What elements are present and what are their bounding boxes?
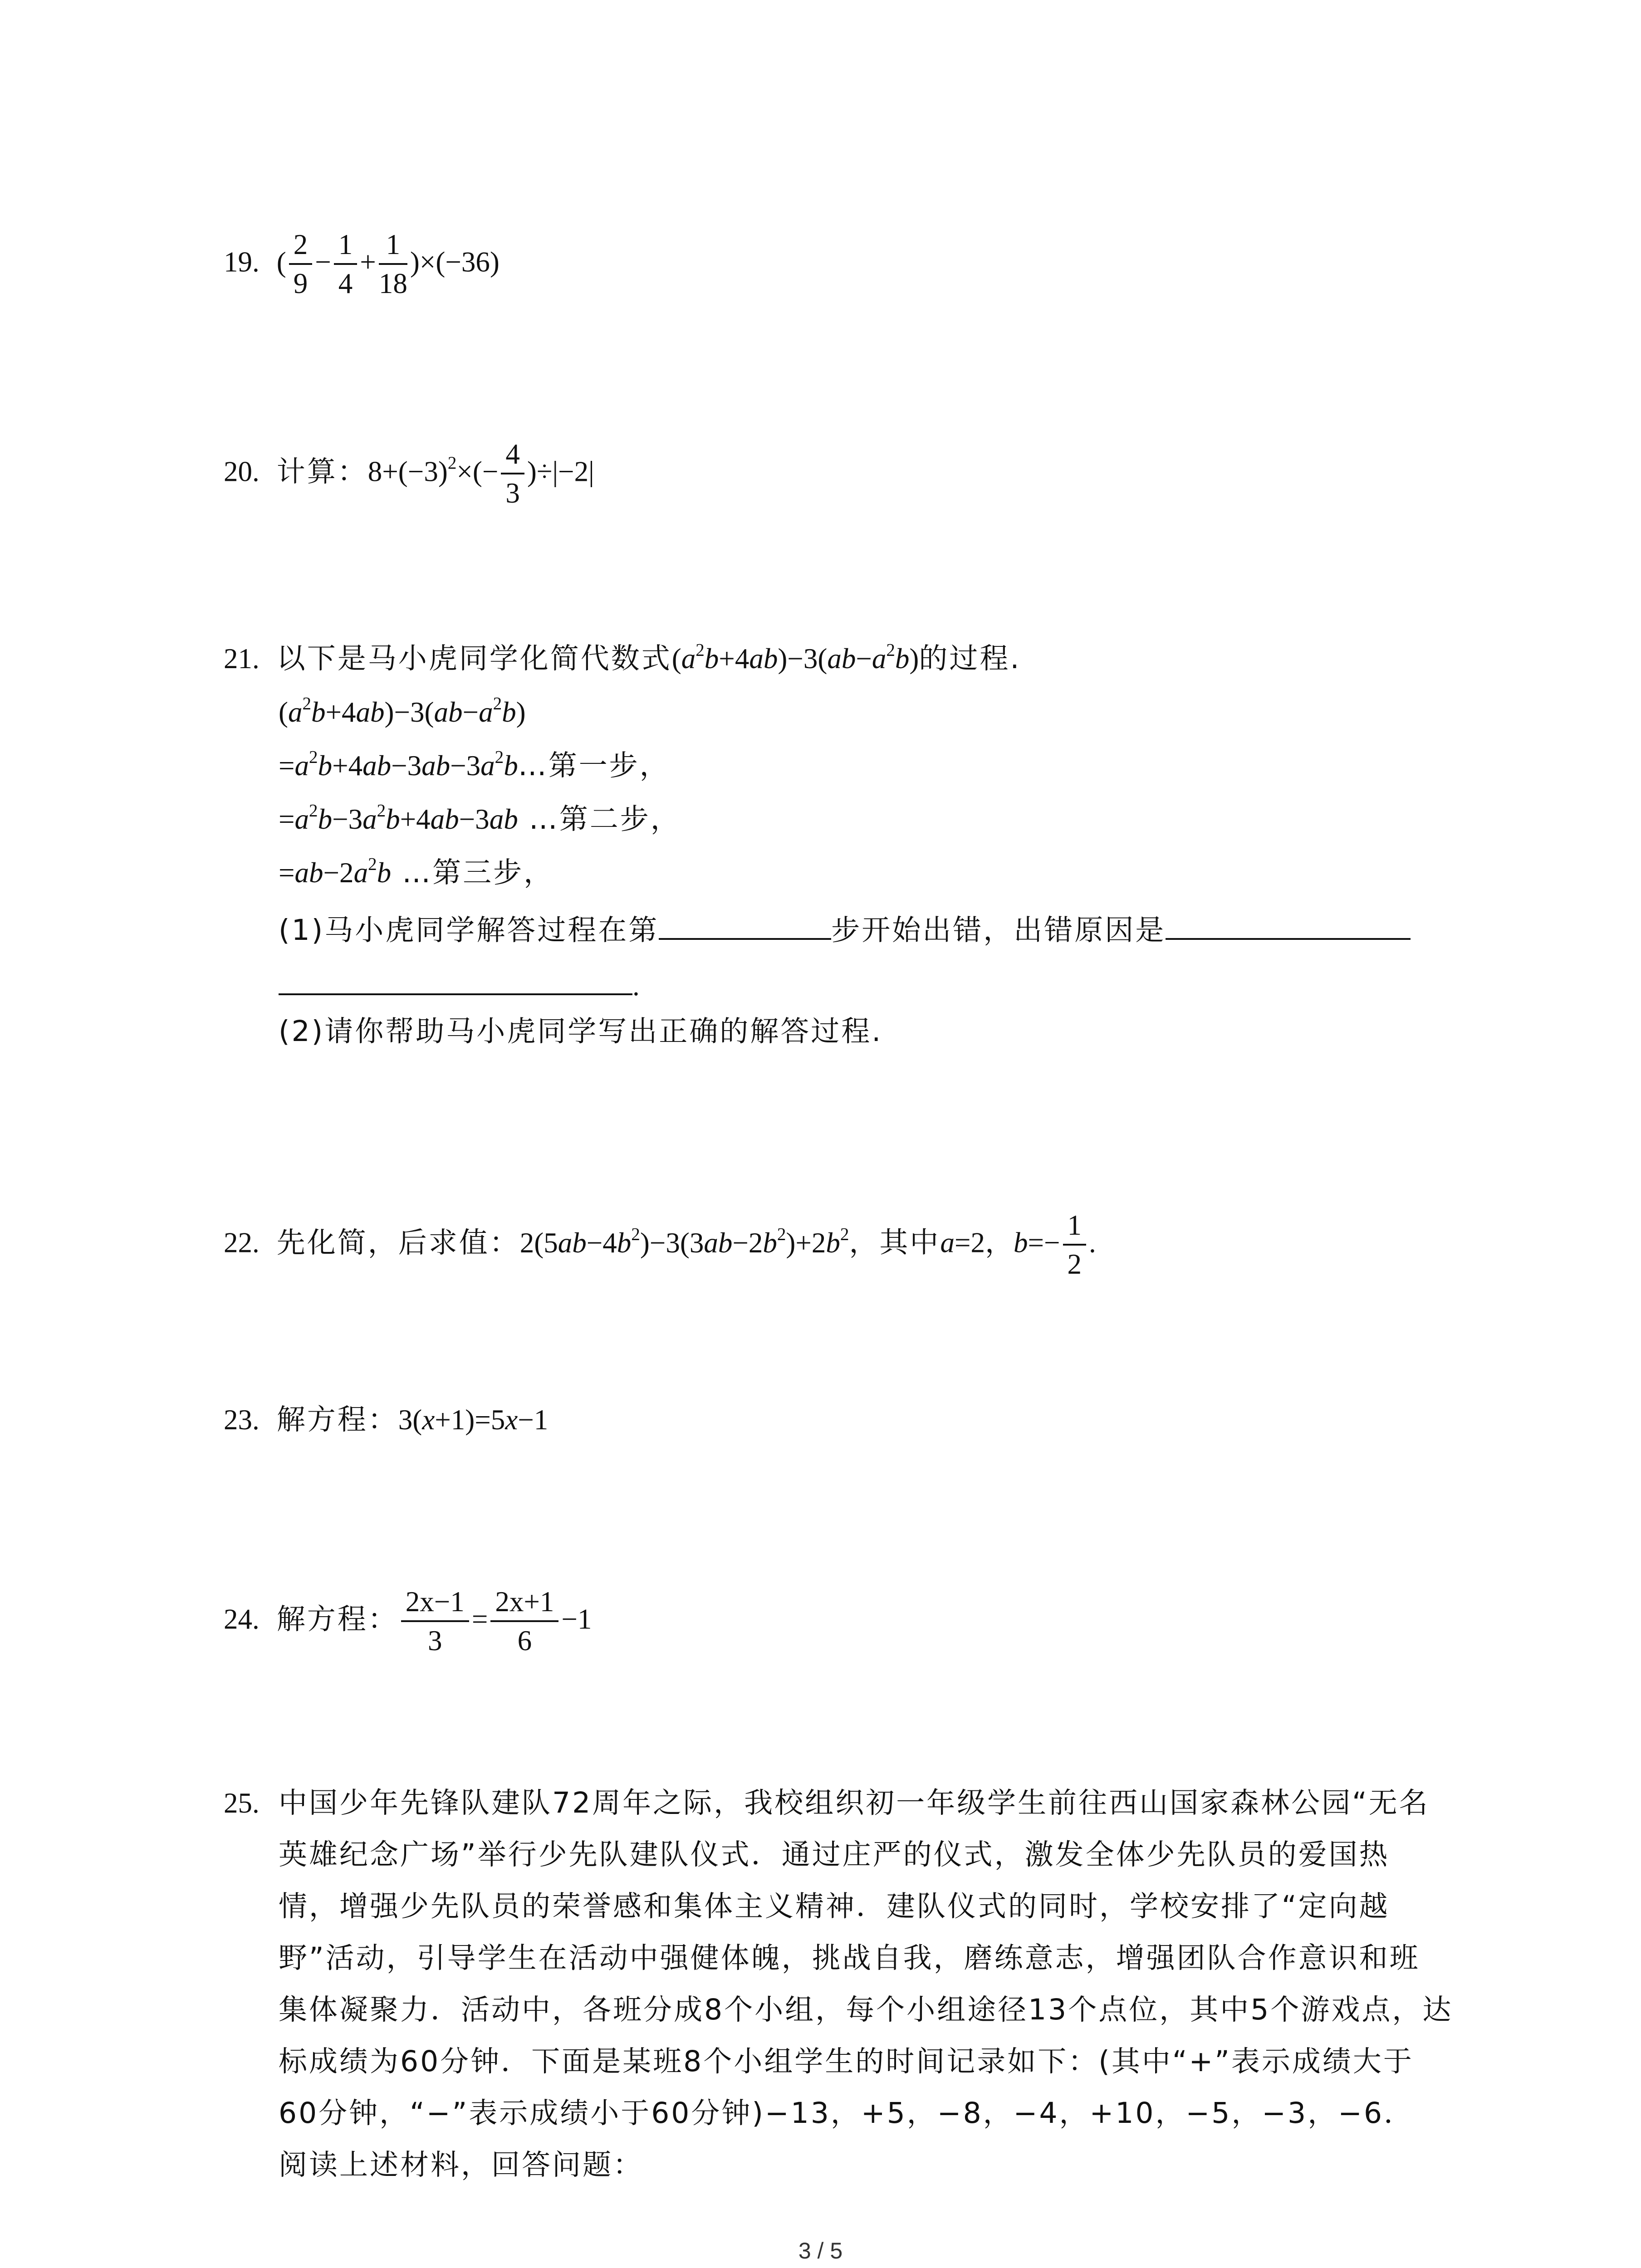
equation: 3(x+1)=5x−1 — [398, 1404, 549, 1436]
fraction: $\frac{1}{2}$ — [1063, 1207, 1087, 1283]
question-24: 24. 解方程： $\frac{2x-1}{3}$ = $\frac{2x+1}{6}$ −1 — [224, 1583, 592, 1659]
expression: $2(5ab-4b^2)-3(3ab-2b^2)+2b^2$ — [519, 1224, 849, 1259]
fraction: $\frac{2x-1}{3}$ — [401, 1583, 469, 1659]
answer-blank[interactable] — [279, 966, 632, 995]
question-number: 20. — [224, 455, 260, 488]
fraction: $\frac{1}{4}$ — [334, 226, 358, 302]
answer-blank[interactable] — [659, 911, 831, 940]
q25-paragraph-line: 情，增强少先队员的荣誉感和集体主义精神．建队仪式的同时，学校安排了“定向越 — [279, 1890, 1390, 1923]
q25-paragraph-line: 中国少年先锋队建队72周年之际，我校组织初一年级学生前往西山国家森林公园“无名 — [279, 1786, 1430, 1819]
expression: $(a^2b+4ab)-3(ab-a^2b)$ — [671, 640, 919, 675]
q25-paragraph-line: 60分钟，“−”表示成绩小于60分钟)−13，+5，−8，−4，+10，−5，−3，−6． — [279, 2097, 1415, 2130]
question-20: 20. 计算：$8+(-3)^2\times(-$ $\frac{4}{3}$ )÷|−2| — [224, 435, 594, 512]
q25-paragraph-line: 英雄纪念广场”举行少先队建队仪式．通过庄严的仪式，激发全体少先队员的爱国热 — [279, 1838, 1390, 1871]
question-25 — [224, 1785, 260, 1821]
question-number: 24. — [224, 1603, 260, 1635]
question-number: 22. — [224, 1227, 260, 1259]
answer-blank[interactable] — [1166, 911, 1411, 940]
q21-step-2: $=a^2b-3a^2b+4ab-3ab$ …第二步， — [279, 801, 681, 836]
q25-paragraph-line: 野”活动，引导学生在活动中强健体魄，挑战自我，磨练意志，增强团队合作意识和班 — [279, 1941, 1420, 1975]
fraction: $\frac{2x+1}{6}$ — [490, 1583, 558, 1659]
question-number: 25. — [224, 1787, 260, 1819]
q21-expression: $(a^2b+4ab)-3(ab-a^2b)$ — [279, 694, 526, 728]
q25-paragraph-line: 标成绩为60分钟．下面是某班8个小组学生的时间记录如下：(其中“+”表示成绩大于 — [279, 2045, 1414, 2078]
q21-part-1-continued: . — [279, 966, 640, 1004]
fraction: $\frac{4}{3}$ — [501, 435, 524, 512]
question-21: 21. 以下是马小虎同学化简代数式$(a^2b+4ab)-3(ab-a^2b)$的过程. — [224, 640, 1021, 675]
q21-step-3: $=ab-2a^2b$ …第三步， — [279, 854, 554, 889]
question-number: 21. — [224, 643, 260, 675]
question-23: 23. 解方程：3(x+1)=5x−1 — [224, 1403, 549, 1436]
q21-part-2: (2)请你帮助马小虎同学写出正确的解答过程. — [279, 1015, 883, 1048]
question-19: 19. ( $\frac{2}{9}$ − $\frac{1}{4}$ + $\frac{1}{18}$ )×(−36) — [224, 226, 500, 302]
page-number: 3 / 5 — [798, 2238, 843, 2263]
q21-part-1: (1)马小虎同学解答过程在第 步开始出错，出错原因是 — [279, 911, 1411, 948]
fraction: $\frac{2}{9}$ — [289, 226, 313, 302]
q21-step-1: $=a^2b+4ab-3ab-3a^2b\dots$第一步， — [279, 747, 670, 782]
fraction: $\frac{1}{18}$ — [379, 226, 407, 302]
q25-paragraph-line: 集体凝聚力．活动中，各班分成8个小组，每个小组途径13个点位，其中5个游戏点，达 — [279, 1993, 1453, 2026]
question-number: 19. — [224, 246, 260, 278]
q25-paragraph-line: 阅读上述材料，回答问题： — [279, 2148, 643, 2181]
question-22: 22. 先化简，后求值：$2(5ab-4b^2)-3(3ab-2b^2)+2b^2$，其中a=2，b=− $\frac{1}{2}$ . — [224, 1207, 1096, 1283]
question-number: 23. — [224, 1404, 260, 1436]
